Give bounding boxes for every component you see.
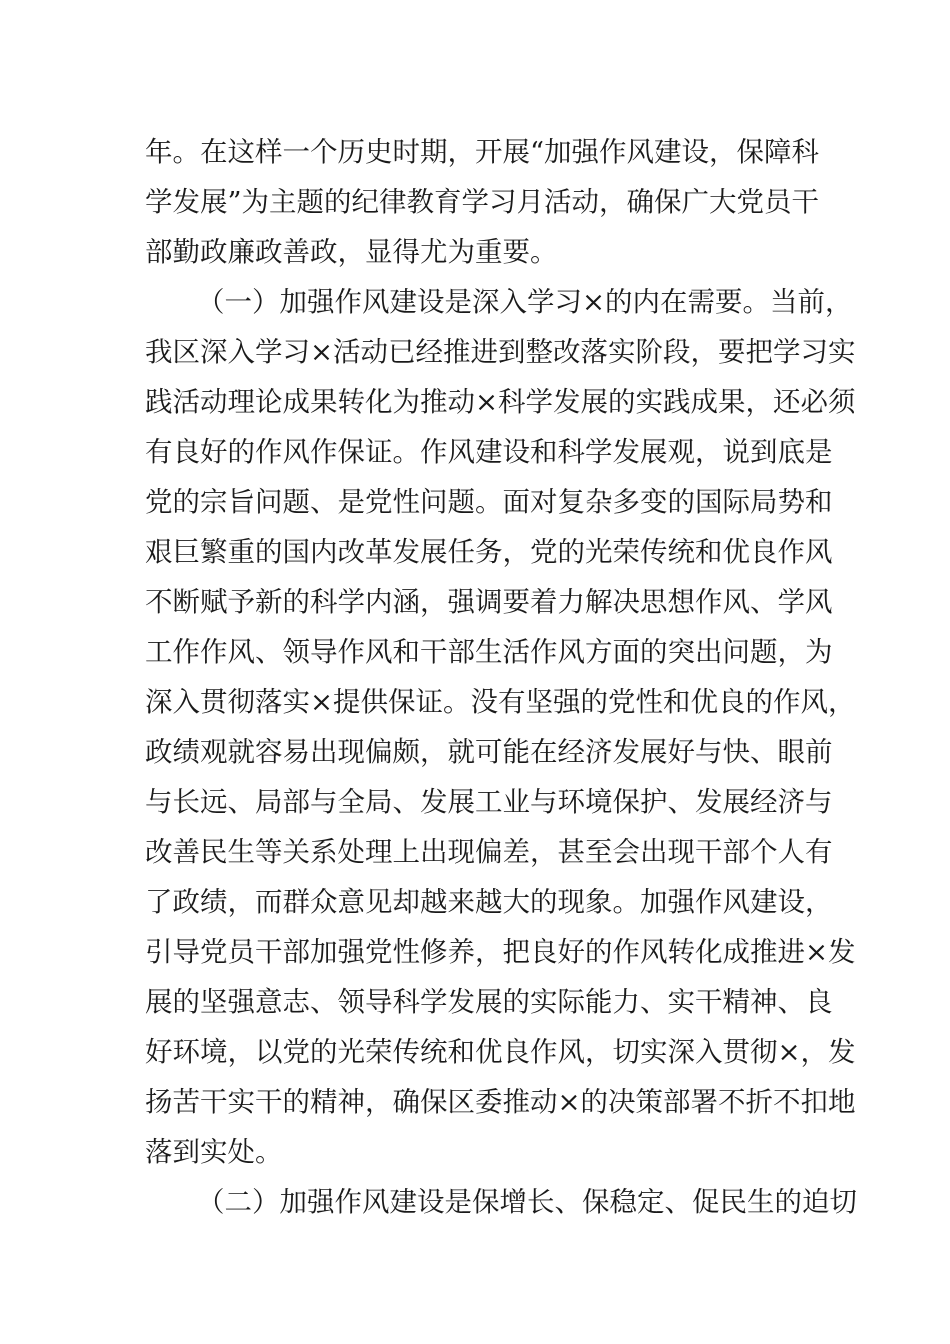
text-line: 我区深入学习×活动已经推进到整改落实阶段，要把学习实	[145, 336, 856, 368]
paragraph-section-2	[145, 1177, 857, 1227]
text-line: 扬苦干实干的精神，确保区委推动×的决策部署不折不扣地	[145, 1086, 856, 1118]
text-line: 政绩观就容易出现偏颇，就可能在经济发展好与快、眼前	[145, 736, 833, 768]
text-line: 与长远、局部与全局、发展工业与环境保护、发展经济与	[145, 786, 833, 818]
text-line: 不断赋予新的科学内涵，强调要着力解决思想作风、学风	[145, 586, 833, 618]
text-line: 学发展”为主题的纪律教育学习月活动，确保广大党员干	[145, 186, 820, 218]
section-heading-line: （二）加强作风建设是保增长、保稳定、促民生的迫切	[197, 1186, 857, 1218]
text-line: 展的坚强意志、领导科学发展的实际能力、实干精神、良	[145, 986, 833, 1018]
text-line: 引导党员干部加强党性修养，把良好的作风转化成推进×发	[145, 936, 856, 968]
text-line: 好环境，以党的光荣传统和优良作风，切实深入贯彻×，发	[145, 1036, 856, 1068]
text-line: 工作作风、领导作风和干部生活作风方面的突出问题，为	[145, 636, 833, 668]
text-line: 部勤政廉政善政，显得尤为重要。	[145, 236, 558, 268]
text-line: 有良好的作风作保证。作风建设和科学发展观，说到底是	[145, 436, 833, 468]
text-line: 年。在这样一个历史时期，开展“加强作风建设，保障科	[145, 136, 820, 168]
text-line: 改善民生等关系处理上出现偏差，甚至会出现干部个人有	[145, 836, 833, 868]
text-line: 深入贯彻落实×提供保证。没有坚强的党性和优良的作风，	[145, 686, 856, 718]
text-line: 践活动理论成果转化为推动×科学发展的实践成果，还必须	[145, 386, 856, 418]
document-body	[145, 127, 857, 1227]
paragraph-intro-continuation	[145, 127, 820, 277]
text-line: 党的宗旨问题、是党性问题。面对复杂多变的国际局势和	[145, 486, 833, 518]
paragraph-section-1	[145, 277, 856, 1177]
text-line: 落到实处。	[145, 1136, 283, 1168]
text-line: 艰巨繁重的国内改革发展任务，党的光荣传统和优良作风	[145, 536, 833, 568]
text-line: 了政绩，而群众意见却越来越大的现象。加强作风建设，	[145, 886, 833, 918]
section-heading-line: （一）加强作风建设是深入学习×的内在需要。当前，	[197, 286, 853, 318]
